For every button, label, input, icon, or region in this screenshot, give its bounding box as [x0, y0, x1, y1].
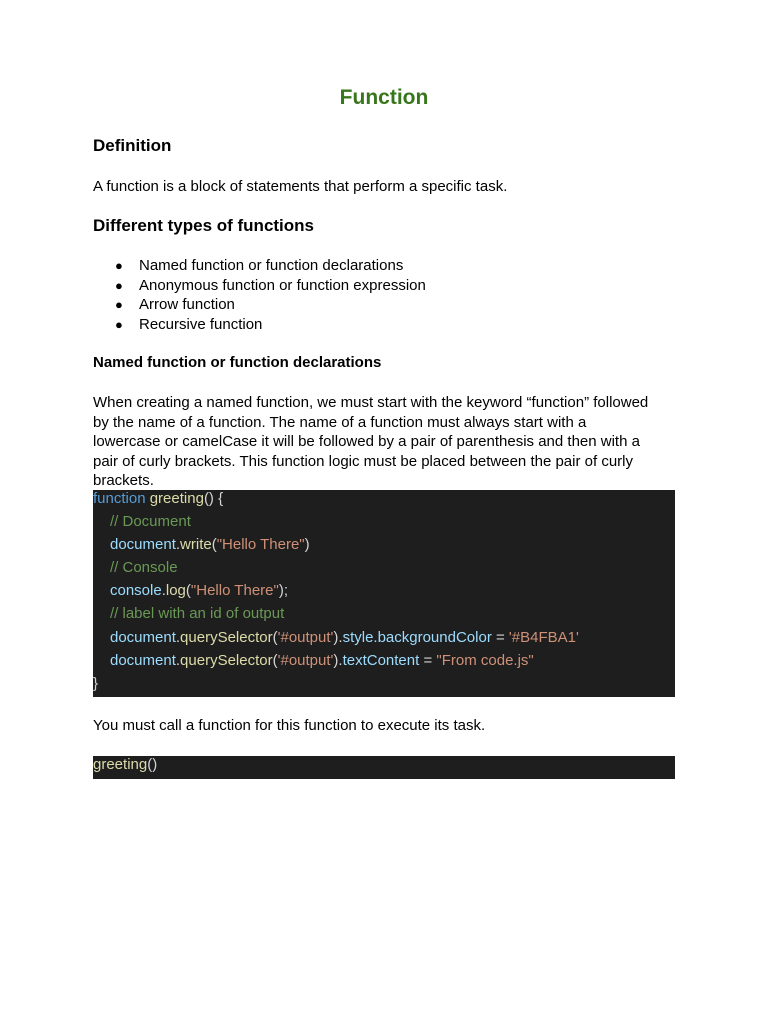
code-function-name: log [165, 582, 186, 600]
definition-text: A function is a block of statements that perform a specific task. [93, 178, 508, 195]
code-operator: = [419, 651, 437, 669]
code-line [93, 536, 675, 559]
code-punctuation: () [147, 756, 158, 773]
code-operator: = [491, 628, 509, 646]
code-punctuation: . [175, 651, 181, 669]
code-property: textContent [342, 651, 420, 669]
code-line [93, 490, 675, 513]
list-item [93, 276, 426, 296]
code-variable: document [110, 651, 176, 669]
list-item [93, 315, 426, 335]
code-string: '#output' [277, 628, 334, 646]
list-item-text: Named function or function declarations [139, 257, 404, 274]
types-heading: Different types of functions [93, 216, 315, 235]
code-punctuation: ( [185, 582, 191, 600]
code-property: style.backgroundColor [342, 628, 492, 646]
list-item-text: Arrow function [139, 296, 235, 313]
code-punctuation: . [175, 536, 181, 554]
code-line [93, 756, 675, 779]
list-item [93, 295, 426, 315]
description-line: pair of curly brackets. This function logic must be placed between the pair of curly [93, 452, 633, 470]
code-punctuation: ); [278, 582, 288, 600]
code-punctuation: . [175, 628, 181, 646]
code-function-name: greeting [149, 490, 204, 507]
code-comment: // Document [110, 513, 191, 531]
code-punctuation: ). [333, 628, 343, 646]
bullet-icon: ● [115, 277, 123, 293]
code-line [93, 582, 675, 605]
description-line: by the name of a function. The name of a function must always start with a [93, 413, 587, 431]
types-list [93, 256, 426, 334]
call-instruction-text: You must call a function for this function to execute its task. [93, 717, 486, 734]
description-line: When creating a named function, we must start with the keyword “function” followed [93, 394, 649, 411]
description-line: brackets. [93, 472, 154, 490]
code-function-name: querySelector [180, 651, 273, 669]
code-comment: // label with an id of output [110, 605, 285, 623]
code-line [93, 513, 675, 536]
code-punctuation: ). [333, 651, 343, 669]
code-punctuation: ( [211, 536, 217, 554]
description-line: lowercase or camelCase it will be followed by a pair of parenthesis and then with a [93, 433, 640, 451]
code-string: '#B4FBA1' [508, 628, 579, 646]
code-line [93, 652, 675, 675]
code-string: '#output' [277, 651, 334, 669]
code-function-name: greeting [93, 756, 148, 773]
list-item-text: Anonymous function or function expression [139, 276, 426, 294]
named-function-heading: Named function or function declarations [93, 354, 382, 371]
code-block-call [93, 756, 675, 779]
code-string: "From code.js" [436, 651, 534, 669]
code-variable: console [110, 582, 162, 600]
definition-heading: Definition [93, 136, 172, 155]
list-item [93, 256, 426, 276]
code-punctuation: ( [272, 651, 278, 669]
code-punctuation: ( [272, 628, 278, 646]
bullet-icon: ● [115, 258, 123, 273]
code-block-greeting [93, 490, 675, 697]
list-item-text: Recursive function [139, 315, 263, 333]
code-comment: // Console [110, 559, 178, 577]
code-function-name: querySelector [180, 628, 273, 646]
bullet-icon: ● [115, 297, 123, 312]
code-punctuation: ) [304, 536, 310, 554]
code-punctuation: } [93, 674, 99, 692]
code-line [93, 559, 675, 582]
code-function-name: write [180, 536, 212, 554]
code-line [93, 629, 675, 652]
code-string: "Hello There" [216, 536, 305, 554]
code-line [93, 605, 675, 628]
code-string: "Hello There" [190, 582, 279, 600]
page-title: Function [339, 86, 429, 109]
code-punctuation: . [161, 582, 166, 600]
code-punctuation: () { [203, 490, 224, 507]
bullet-icon: ● [115, 316, 123, 332]
code-line [93, 675, 675, 698]
code-keyword: function [93, 490, 146, 507]
code-variable: document [110, 536, 176, 554]
code-variable: document [110, 628, 176, 646]
